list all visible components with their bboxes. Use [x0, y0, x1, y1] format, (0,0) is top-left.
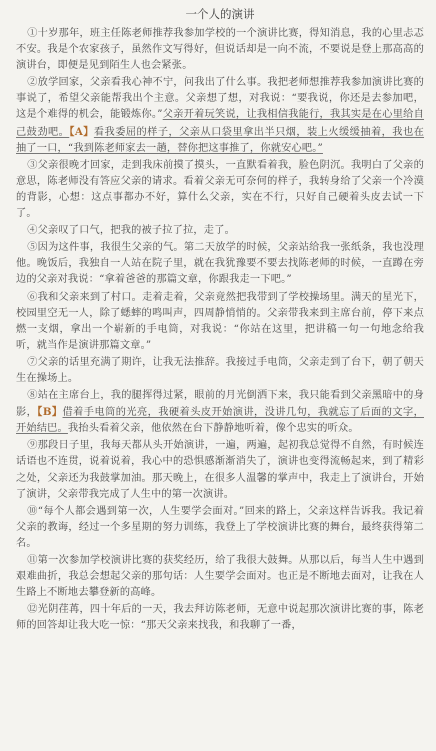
paragraph-8 — [16, 388, 424, 437]
paragraph-number: ⑦ — [27, 356, 38, 368]
paragraph-5 — [16, 240, 424, 288]
paragraph-number: ④ — [27, 225, 38, 237]
paragraph-2 — [16, 75, 424, 156]
paragraph-number: ① — [27, 28, 38, 39]
paragraph-11 — [16, 553, 424, 601]
paragraph-text: 站在主席台上，我的腿挥得过紧，眼前的月光倒洒下来，我只能看到父亲黑暗中的身影， — [16, 390, 424, 419]
underlined-text: 父亲开着玩笑说，让我相信我能行，我其实是在心里给自己鼓劲吧。 — [16, 109, 425, 138]
paragraph-text: 第一次参加学校演讲比赛的获奖经历，给了我很大鼓舞。从那以后，每当人生中遇到艰难曲折，我总会想起父亲的那句话：人生要学会面对。也正是不断地去面对，让我在人生路上不断地去攀登新的高峰。 — [16, 555, 424, 599]
paragraph-text: 那段日子里，我每天都从头开始演讲，一遍，两遍，起初我总觉得不自然，有时候连话语也不连贯，说着说着，我心中的恐惧感渐渐消失了，演讲也变得流畅起来，到了精彩之处，父亲还为我鼓掌加油。那天晚上，在很多人温馨的掌声中，我走上了演讲台，开始了演讲，父亲带我完成了人生中的第一次演讲。 — [16, 440, 424, 500]
paragraph-text: 父亲的话里充满了期许，让我无法推辞。我接过手电筒，父亲走到了台下，朝了朝天生在操场上。 — [16, 356, 424, 384]
paragraph-number: ② — [27, 77, 38, 89]
underlined-text-a: 看我委屈的样子，父亲从口袋里拿出半只烟，装上火缓缓抽着，我也在抽了一口，“我到陈老师家去一趟，替你把这事推了，你就安心吧。” — [16, 126, 425, 154]
paragraph-text: “每个人都会遇到第一次，人生要学会面对。”回来的路上，父亲这样告诉我。我记着父亲的教诲，经过一个多星期的努力训练，我登上了学校演讲比赛的舞台，最终获得第二名。 — [16, 505, 425, 549]
paragraph-10 — [16, 504, 424, 552]
paragraph-number: ⑫ — [27, 604, 38, 616]
paragraph-text: 父亲很晚才回家，走到我床前摸了摸头，一直默看着我，脸色阴沉。我明白了父亲的意思，陈老师没有答应父亲的请求。看着父亲无可奈何的样子，我转身给了父亲一个冷漠的背影，心想：这点事都办不好，算什么父亲，实在不行，只好自己硬着头皮去试一下了。 — [16, 159, 424, 220]
paragraph-text: 十岁那年，班主任陈老师推荐我参加学校的一个演讲比赛，得知消息，我的心里忐忑不安。我是个农家孩子，虽然作文写得好，但说话却是一向不流，不要说是登上那高高的演讲台，即便是见到陌生人也会紧张。 — [16, 28, 424, 72]
paragraph-3 — [16, 158, 424, 222]
paragraph-6 — [16, 290, 424, 354]
paragraph-text: 我抬头看着父亲，他依然在台下静静地听着，像个忠实的听众。 — [67, 423, 359, 435]
paragraph-text: 我和父亲来到了村口。走着走着，父亲竟然把我带到了学校操场里。满天的星光下，校园里空无一人，除了蟋蟀的鸣叫声，四周静悄悄的。父亲带我来到主席台前，停下来点燃一支烟，拿出一个崭新的手电筒，对我说：“你站在这里，把讲稿一句一句地念给我听，就当作是演讲那篇文章。” — [16, 291, 424, 351]
paragraph-12 — [16, 602, 424, 634]
paragraph-1 — [16, 26, 424, 74]
marker-a: 【A】 — [69, 125, 94, 138]
paragraph-number: ⑧ — [27, 390, 38, 402]
underlined-text-b: 借着手电筒的光亮，我硬着头皮开始演讲，没讲几句，我就忘了后面的文字，开始结巴。 — [16, 407, 424, 435]
paragraph-text: 因为这件事，我很生父亲的气。第二天放学的时候，父亲站给我一张纸条，我也没理他。晚饭后，我独自一人站在院子里，就在我犹豫要不要去找陈老师的时候，一直蹲在旁边的父亲对我说：“拿着爸爸的那篇文章，你跟我走一下吧。” — [16, 242, 424, 286]
document-title: 一个人的演讲 — [185, 7, 255, 21]
paragraph-text: 光阴荏苒，四十年后的一天，我去拜访陈老师，无意中说起那次演讲比赛的事，陈老师的回答却让我大吃一惊：“那天父亲来找我，和我聊了一番， — [16, 604, 424, 632]
paragraph-7 — [16, 355, 424, 387]
paragraph-number: ⑥ — [27, 291, 38, 303]
marker-b: 【B】 — [37, 406, 63, 419]
paragraph-number: ⑩ — [27, 505, 38, 517]
paragraph-number: ③ — [27, 159, 38, 171]
paragraph-9 — [16, 438, 424, 502]
paragraph-number: ⑨ — [27, 440, 38, 452]
paragraph-number: ⑪ — [27, 555, 38, 566]
paragraph-text: 放学回家，父亲看我心神不宁，问我出了什么事。我把老师想推荐我参加演讲比赛的事说了，希望父亲能帮我出个主意。父亲想了想，对我说：“要我说，你还是去参加吧，这是个难得的机会，能锻炼你。” — [16, 77, 424, 121]
paragraph-number: ⑤ — [27, 242, 38, 254]
paragraph-4 — [16, 223, 424, 239]
paragraph-text: 父亲叹了口气，把我的被子拉了拉，走了。 — [37, 225, 235, 237]
